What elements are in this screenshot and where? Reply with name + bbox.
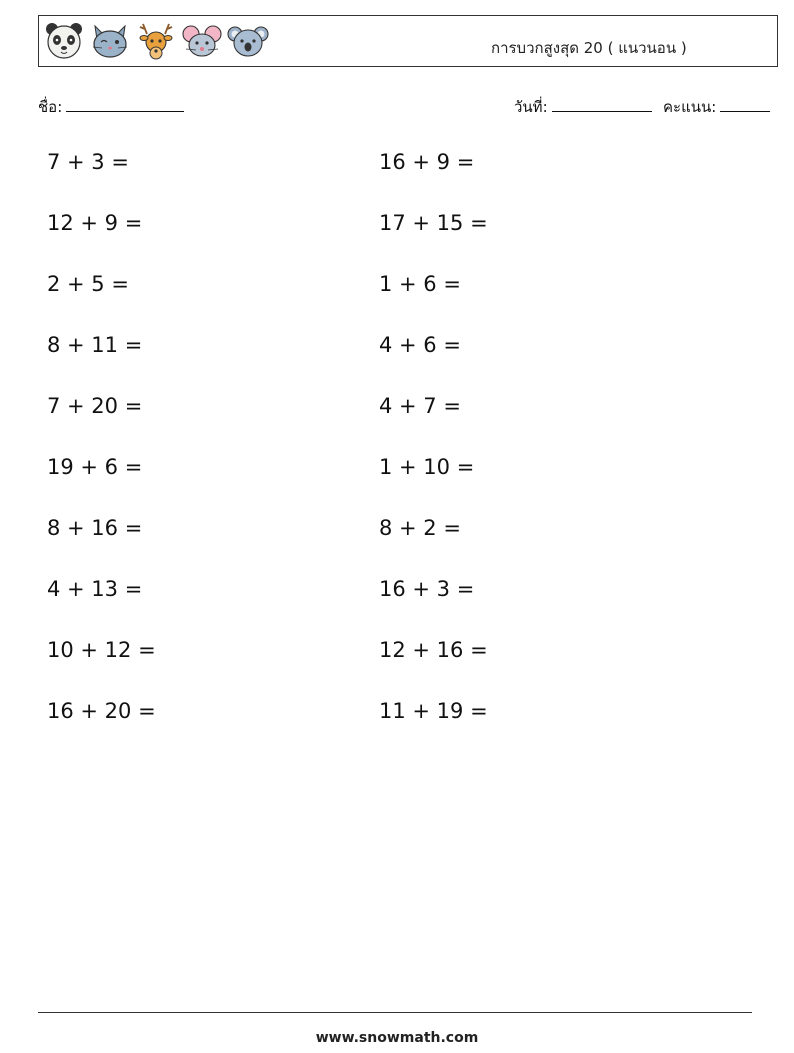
date-blank[interactable]	[552, 97, 652, 112]
problem-right: 17 + 15 =	[379, 211, 488, 235]
cat-icon	[89, 20, 131, 62]
problem-left: 2 + 5 =	[47, 272, 129, 296]
problem-left: 4 + 13 =	[47, 577, 143, 601]
problem-left: 8 + 16 =	[47, 516, 143, 540]
problem-right: 16 + 3 =	[379, 577, 475, 601]
worksheet-title: การบวกสูงสุด 20 ( แนวนอน )	[491, 39, 687, 57]
animal-icons	[43, 20, 269, 62]
problem-right: 4 + 6 =	[379, 333, 461, 357]
date-field	[514, 95, 652, 119]
koala-icon	[227, 20, 269, 62]
problem-right: 1 + 6 =	[379, 272, 461, 296]
footer-website[interactable]: www.snowmath.com	[315, 1030, 479, 1046]
problem-left: 7 + 3 =	[47, 150, 129, 174]
date-label: วันที่:	[514, 98, 548, 116]
name-field	[38, 95, 184, 119]
problem-left: 8 + 11 =	[47, 333, 143, 357]
problem-right: 11 + 19 =	[379, 699, 488, 723]
name-label: ชื่อ:	[38, 98, 63, 116]
problem-left: 12 + 9 =	[47, 211, 143, 235]
problem-right: 1 + 10 =	[379, 455, 475, 479]
problem-left: 7 + 20 =	[47, 394, 143, 418]
problem-left: 19 + 6 =	[47, 455, 143, 479]
problem-right: 4 + 7 =	[379, 394, 461, 418]
name-blank[interactable]	[66, 97, 184, 112]
score-field	[663, 95, 770, 119]
problem-left: 16 + 20 =	[47, 699, 156, 723]
footer-divider	[38, 1012, 752, 1013]
mouse-icon	[181, 20, 223, 62]
panda-icon	[43, 20, 85, 62]
score-label: คะแนน:	[663, 98, 717, 116]
problem-left: 10 + 12 =	[47, 638, 156, 662]
worksheet-header	[38, 15, 778, 67]
deer-icon	[135, 20, 177, 62]
score-blank[interactable]	[720, 97, 770, 112]
problem-right: 16 + 9 =	[379, 150, 475, 174]
problem-right: 12 + 16 =	[379, 638, 488, 662]
problem-right: 8 + 2 =	[379, 516, 461, 540]
